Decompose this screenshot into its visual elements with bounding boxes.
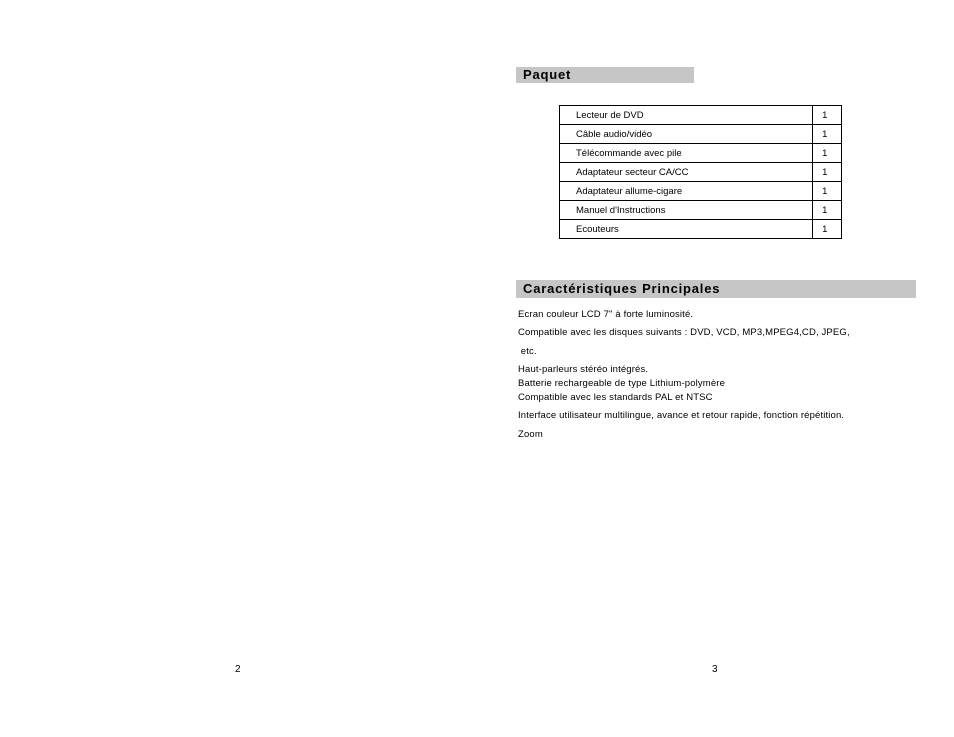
- left-page-number: 2: [235, 664, 241, 675]
- package-item-name: Ecouteurs: [560, 220, 813, 239]
- package-item-name: Lecteur de DVD: [560, 106, 813, 125]
- package-section-title: Paquet: [516, 67, 694, 83]
- package-item-qty: 1: [813, 125, 842, 144]
- package-item-name: Manuel d'Instructions: [560, 201, 813, 220]
- package-item-qty: 1: [813, 182, 842, 201]
- table-row: [560, 125, 842, 144]
- package-item-name: Adaptateur secteur CA/CC: [560, 163, 813, 182]
- feature-line: Compatible avec les standards PAL et NTSC: [518, 392, 713, 403]
- feature-line: Compatible avec les disques suivants : DVD, VCD, MP3,MPEG4,CD, JPEG,: [518, 327, 850, 338]
- feature-line: Interface utilisateur multilingue, avance et retour rapide, fonction répétition.: [518, 410, 845, 421]
- package-item-qty: 1: [813, 220, 842, 239]
- package-contents-table: [559, 105, 842, 239]
- package-item-qty: 1: [813, 163, 842, 182]
- package-item-name: Télécommande avec pile: [560, 144, 813, 163]
- feature-line: Haut-parleurs stéréo intégrés.: [518, 364, 649, 375]
- package-item-qty: 1: [813, 106, 842, 125]
- right-page-number: 3: [712, 664, 718, 675]
- feature-line: Ecran couleur LCD 7" à forte luminosité.: [518, 309, 694, 320]
- package-item-qty: 1: [813, 201, 842, 220]
- table-row: [560, 163, 842, 182]
- feature-line: etc.: [518, 346, 537, 357]
- feature-line: Batterie rechargeable de type Lithium-polymère: [518, 378, 726, 389]
- table-row: [560, 201, 842, 220]
- feature-line: Zoom: [518, 429, 543, 440]
- table-row: [560, 182, 842, 201]
- package-item-name: Adaptateur allume-cigare: [560, 182, 813, 201]
- table-row: [560, 144, 842, 163]
- table-row: [560, 106, 842, 125]
- package-item-name: Câble audio/vidéo: [560, 125, 813, 144]
- features-section-title: Caractéristiques Principales: [516, 280, 916, 298]
- package-item-qty: 1: [813, 144, 842, 163]
- table-row: [560, 220, 842, 239]
